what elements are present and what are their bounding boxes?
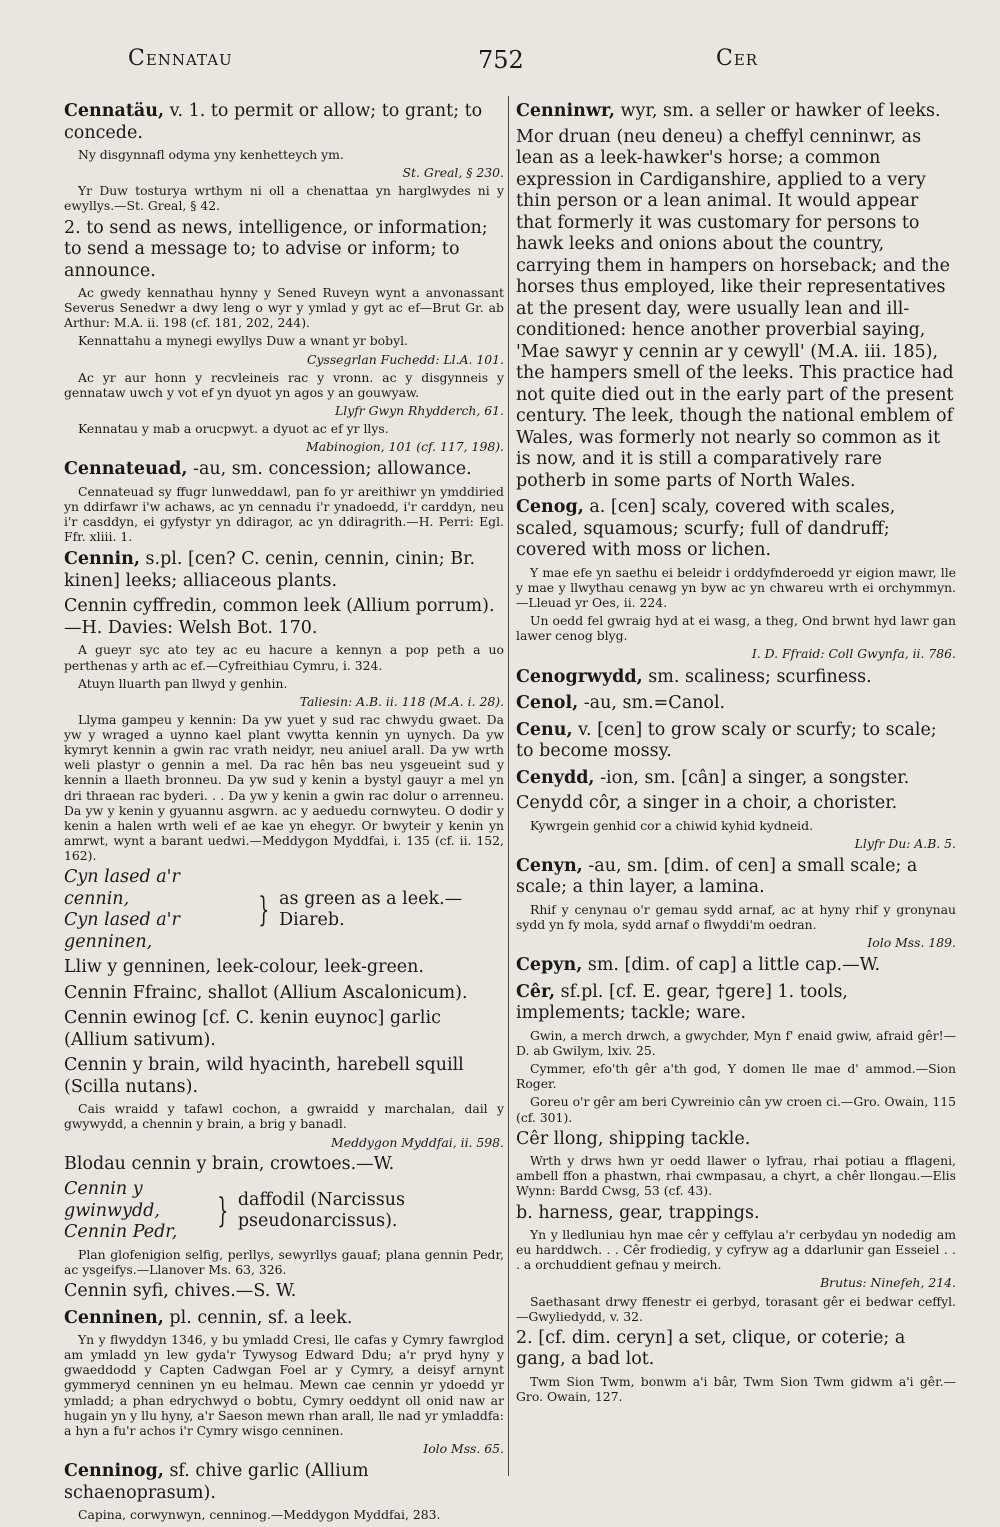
phrase-line: Cyn lased a'r genninen, [64, 910, 180, 952]
dictionary-entry [516, 955, 956, 977]
citation-quote: Wrth y drws hwn yr oedd llawer o lyfrau, rhai potiau a fflageni, ambell ffon a phastwn, rhai cwmpasau, a chyrt, a chêr llongau.—Elis Wynn: Bardd Cwsg, 53 (cf. 43). [516, 1153, 956, 1199]
right-column [516, 96, 956, 1405]
entry-headword: Cenninwr, [516, 101, 615, 121]
entry-definition: v. [cen] to grow scaly or scurfy; to scale; to become mossy. [516, 719, 937, 762]
dictionary-entry [516, 982, 956, 1025]
citation-source: Meddygon Myddfai, ii. 598. [331, 1134, 504, 1150]
citation-quote: Ac gwedy kennathau hynny y Sened Ruveyn wynt a anvonassant Severus Senedwr a dwy leng o wyr y ymlad y gyt ac ef—Brut Gr. ab Arthur: M.A. ii. 198 (cf. 181, 202, 244). [64, 285, 504, 331]
header-left-word: Cennatau [128, 46, 233, 71]
citation-quote: Cais wraidd y tafawl cochon, a gwraidd y marchalan, dail y gwywydd, a chennin y brain, a brig y banadl. [64, 1101, 504, 1132]
entry-definition: -ion, sm. [cân] a singer, a songster. [594, 767, 910, 788]
dictionary-entry [64, 1461, 504, 1504]
page-number: 752 [478, 46, 524, 74]
citation-source: I. D. Ffraid: Coll Gwynfa, ii. 786. [751, 646, 956, 662]
citation-quote: Un oedd fel gwraig hyd at ei wasg, a theg, Ond brwnt hyd lawr gan lawer cenog blyg. [516, 613, 956, 644]
sub-sense: Lliw y genninen, leek-colour, leek-green. [64, 957, 424, 978]
entry-definition: a. [cen] scaly, covered with scales, scaled, squamous; scurfy; full of dandruff; covered with moss or lichen. [516, 497, 896, 561]
citation-quote: Capina, corwynwyn, cenninog.—Meddygon Myddfai, 283. [78, 1507, 441, 1523]
citation-source: Llyfr Gwyn Rhydderch, 61. [335, 402, 504, 418]
entry-definition: -au, sm. [dim. of cen] a small scale; a scale; a thin layer, a lamina. [516, 855, 918, 898]
sub-sense: b. harness, gear, trappings. [516, 1202, 760, 1223]
entry-headword: Cenyn, [516, 855, 583, 876]
dictionary-entry [64, 549, 504, 592]
dictionary-entry [516, 768, 956, 790]
column-divider [508, 96, 509, 1476]
sub-sense: Cennin y brain, wild hyacinth, harebell squill (Scilla nutans). [64, 1055, 464, 1097]
citation-quote: Kennatau y mab a orucpwyt. a dyuot ac ef yr llys. [78, 421, 389, 437]
entry-headword: Cennatäu, [64, 101, 165, 121]
citation-quote: Kywrgein genhid cor a chiwid kyhid kydneid. [530, 817, 814, 833]
dictionary-entry [516, 101, 956, 123]
citation-quote: Cymmer, efo'th gêr a'th god, Y domen lle mae d' ammod.—Sion Roger. [516, 1061, 956, 1092]
entry-definition: sf. chive garlic (Allium schaenoprasum). [64, 1461, 369, 1503]
entry-definition: sm. [dim. of cap] a little cap.—W. [582, 955, 881, 976]
citation-source: Cyssegrlan Fuchedd: Ll.A. 101. [306, 351, 504, 367]
citation-source: Taliesin: A.B. ii. 118 (M.A. i. 28). [299, 693, 504, 709]
sub-sense: Blodau cennin y brain, crowtoes.—W. [64, 1153, 395, 1174]
phrase-meaning: daffodil (Narcissus pseudonarcissus). [237, 1189, 405, 1232]
entry-headword: Cenydd, [516, 767, 595, 788]
citation-quote: Yn y lledluniau hyn mae cêr y ceffylau a'r cerbydau yn nodedig am eu harddwch. . . Cêr frodiedig, y cyfryw ag a ddarlunir gan Esseiel . . . a orchuddient gefnau y meirch. [516, 1227, 956, 1273]
dictionary-entry [516, 667, 956, 689]
entry-headword: Cêr, [516, 981, 556, 1002]
citation-quote: Ny disgynnafl odyma yny kenhetteych ym. [78, 147, 344, 163]
sub-sense: 2. [cf. dim. ceryn] a set, clique, or coterie; a gang, a bad lot. [516, 1327, 906, 1370]
citation-quote: Rhif y cenynau o'r gemau sydd arnaf, ac at hyny rhif y gronynau sydd yn fy mola, sydd arnaf o flwyddi'm oedran. [516, 901, 956, 933]
citation-source: St. Greal, § 230. [402, 165, 504, 181]
sub-sense: Cennin cyffredin, common leek (Allium porrum). —H. Davies: Welsh Bot. 170. [64, 596, 495, 638]
brace-glyph: } [217, 1191, 229, 1232]
dictionary-entry [516, 856, 956, 899]
sub-sense: Cenydd côr, a singer in a choir, a chorister. [516, 793, 898, 814]
citation-quote: Yn y flwyddyn 1346, y bu ymladd Cresi, lle cafas y Cymry fawrglod am ymladd yn lew gyda'r Tywysog Edward Ddu; a'r pryd hyny y gwaeddodd y Capten Cadwgan Foel ar y Cymry, a deisyf arnynt gymmeryd cenninen yn eu helmau. Mewn cae cennin yr ydoedd yr ymladd; a phan edrychwyd o bobtu, Cymry oeddynt oll onid naw ar hugain yn y llu hyny, a'r Saeson mewn rhan arall, lle nad yr ymladdfa: a hyn a fu'r achos i'r Cymry wisgo cenninen. [64, 1332, 504, 1438]
entry-definition: sm. scaliness; scurfiness. [642, 666, 872, 687]
sub-sense: Cêr llong, shipping tackle. [516, 1128, 751, 1149]
phrase-line: Cennin y gwinwydd, [64, 1179, 160, 1221]
citation-quote: Plan glofenigion selfig, perllys, sewyrllys gauaf; plana gennin Pedr, ac ysgeifys.—Llanover Ms. 63, 326. [64, 1246, 504, 1277]
entry-definition: s.pl. [cen? C. cenin, cennin, cinin; Br. kinen] leeks; alliaceous plants. [64, 549, 476, 591]
running-header [0, 46, 1000, 76]
entry-headword: Cennateuad, [64, 459, 188, 480]
citation-source: Mabinogion, 101 (cf. 117, 198). [306, 439, 504, 455]
citation-quote: Llyma gampeu y kennin: Da yw yuet y sud rac chwydu gwaet. Da yw y wraged a uynno kael plant vwytta kennin yn uynych. Da yw kymryt kennin a gwin rac vrath neidyr, neu aniuel arall. Da yw wrth weli plastyr o gennin a mel. Da rac hên bas neu ysgeueint sud y kennin a llaeth bronneu. Da yw sud y kenin a bystyl gauyr a mel yn dri thraean rac byderi. . . Da yw y kenin a gwin rac dolur o arrenneu. Da yw y kenin y gyuannu asgwrn. ac y aeduedu cornwyteu. O dodir y kenin a halen wrth weli ef ae kae yn ehegyr. Or bwyteir y kenin yn amrwt, wynt a barant uedwi.—Meddygon Myddfai, i. 135 (cf. ii. 152, 162). [64, 711, 504, 864]
sub-sense: Cennin Ffrainc, shallot (Allium Ascalonicum). [64, 982, 468, 1003]
dictionary-entry [64, 101, 504, 144]
citation-quote: Cennateuad sy ffugr lunweddawl, pan fo yr areithiwr yn ymddiried yn ddirfawr i'w achaws, ac yn cennadu i'r ynadoedd, i'r carddyn, neu i'r casddyn, ei gyfystyr yn ddiragor, ac yn ddiragrith.—H. Perri: Egl. Ffr. xliii. 1. [64, 483, 504, 545]
phrase-line: Cyn lased a'r cennin, [64, 867, 180, 909]
entry-headword: Cenog, [516, 497, 584, 518]
dictionary-entry [516, 497, 956, 562]
citation-quote: Ac yr aur honn y recvleineis rac y vronn. ac y disgynneis y gennataw uwch y vot ef yn dyuot yn agos y an gouwyaw. [64, 369, 504, 400]
dictionary-entry [516, 693, 956, 715]
entry-headword: Cenninen, [64, 1307, 164, 1328]
citation-quote: Saethasant drwy ffenestr ei gerbyd, torasant gêr ei bedwar ceffyl.—Gwyliedydd, v. 32. [516, 1293, 956, 1324]
phrase-line: Cennin Pedr, [64, 1222, 178, 1243]
citation-quote: Kennattahu a mynegi ewyllys Duw a wnant yr bobyl. [78, 333, 408, 349]
citation-quote: Gwin, a merch drwch, a gwychder, Myn f' enaid gwiw, afraid gêr!—D. ab Gwilym, lxiv. 25. [516, 1027, 956, 1058]
entry-headword: Cenu, [516, 719, 573, 740]
phrase-pair [64, 867, 504, 953]
entry-definition: pl. cennin, sf. a leek. [163, 1307, 353, 1328]
citation-source: Iolo Mss. 65. [423, 1440, 504, 1456]
citation-quote: A gueyr syc ato tey ac eu hacure a kennyn a pop peth a uo perthenas y arth ac ef.—Cyfreithiau Cymru, i. 324. [64, 642, 504, 673]
citation-quote: Yr Duw tosturya wrthym ni oll a chenattaa yn harglwydes ni y ewyllys.—St. Greal, § 42. [64, 183, 504, 214]
sub-sense: Cennin ewinog [cf. C. kenin euynoc] garlic (Allium sativum). [64, 1008, 441, 1050]
header-right-word: Cer [716, 46, 759, 71]
citation-source: Iolo Mss. 189. [867, 935, 956, 951]
citation-quote: Twm Sion Twm, bonwm a'i bâr, Twm Sion Twm gidwm a'i gêr.—Gro. Owain, 127. [516, 1373, 956, 1404]
entry-headword: Cennin, [64, 549, 140, 570]
dictionary-entry [516, 720, 956, 763]
entry-definition: -au, sm.=Canol. [578, 693, 726, 714]
citation-source: Brutus: Ninefeh, 214. [820, 1275, 956, 1291]
phrase-pair [64, 1179, 504, 1244]
phrase-meaning: as green as a leek.— Diareb. [279, 888, 463, 931]
entry-definition: wyr, sm. a seller or hawker of leeks. [614, 101, 941, 121]
entry-definition: v. 1. to permit or allow; to grant; to concede. [64, 101, 483, 143]
entry-definition: sf.pl. [cf. E. gear, †gere] 1. tools, implements; tackle; ware. [516, 981, 848, 1024]
citation-source: Llyfr Du: A.B. 5. [854, 835, 956, 851]
dictionary-entry [64, 1308, 504, 1330]
citation-quote: Goreu o'r gêr am beri Cywreinio cân yw croen ci.—Gro. Owain, 115 (cf. 301). [516, 1094, 956, 1125]
entry-definition: -au, sm. concession; allowance. [187, 459, 472, 480]
brace-glyph: } [258, 890, 270, 931]
citation-quote: Y mae efe yn saethu ei beleidr i orddyfnderoedd yr eigion mawr, lle y mae y llwythau cenawg yn byw ac yn chwareu wrth ei orchymmyn.—Lleuad yr Oes, ii. 224. [516, 564, 956, 611]
entry-headword: Cepyn, [516, 955, 583, 976]
sub-sense: 2. to send as news, intelligence, or information; to send a message to; to advise or inform; to announce. [64, 217, 488, 281]
entry-headword: Cenol, [516, 693, 579, 714]
entry-headword: Cenogrwydd, [516, 666, 643, 687]
entry-headword: Cenninog, [64, 1461, 164, 1482]
citation-quote: Atuyn lluarth pan llwyd y genhin. [78, 675, 288, 691]
sub-sense: Cennin syfi, chives.—S. W. [64, 1281, 297, 1301]
left-column [64, 96, 504, 1523]
sub-sense: Mor druan (neu deneu) a cheffyl cenninwr, as lean as a leek-hawker's horse; a common expression in Cardiganshire, applied to a very thin person or a lean animal. It would appear that formerly it was customary for persons to hawk leeks and onions about the country, carrying them in hampers on horseback; and the horses thus employed, like their representatives at the present day, were usually lean and ill-conditioned: hence another proverbial saying, 'Mae sawyr y cennin ar y cewyll' (M.A. iii. 185), the hampers smell of the leeks. This practice had not quite died out in the early part of the present century. The leek, though the national emblem of Wales, was formerly not nearly so common as it is now, and it is still a comparatively rare potherb in some parts of North Wales. [516, 126, 954, 491]
dictionary-entry [64, 459, 504, 481]
